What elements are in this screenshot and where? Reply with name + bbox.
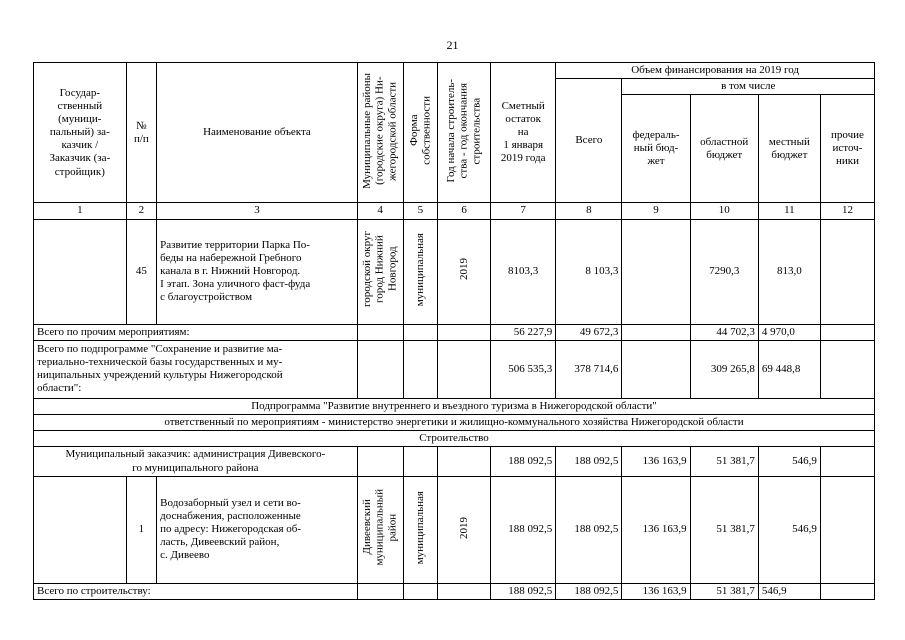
total-cell: 188 092,5 [556, 476, 622, 583]
col-number: 10 [690, 203, 758, 219]
header-object-name: Наименование объекта [157, 63, 358, 203]
regional-cell: 51 381,7 [690, 447, 758, 476]
total-construction-label: Всего по строительству: [34, 583, 358, 599]
total-subprogram-label: Всего по подпрограмме "Сохранение и развитие ма- териально-технической базы государственных и му- ниципальных учреждений культуры Нижегородской области": [34, 340, 358, 398]
header-num: № п/п [126, 63, 157, 203]
customer-cell [34, 219, 127, 324]
local-cell: 4 970,0 [758, 324, 820, 340]
header-regional: областной бюджет [690, 95, 758, 203]
other-cell [820, 324, 874, 340]
page-number: 21 [446, 38, 459, 52]
regional-cell: 44 702,3 [690, 324, 758, 340]
col-number: 12 [820, 203, 874, 219]
customer-cell [34, 476, 127, 583]
empty-cell [357, 324, 403, 340]
object-name: Развитие территории Парка По- беды на набережной Гребного канала в г. Нижний Новгород. I этап. Зона уличного фаст-фуда с благоустройством [157, 219, 358, 324]
remaining-cell: 56 227,9 [491, 324, 556, 340]
col-number: 5 [403, 203, 438, 219]
col-number: 7 [491, 203, 556, 219]
header-including: в том числе [622, 79, 875, 95]
federal-cell [622, 340, 690, 398]
header-customer: Государ- ственный (муници- пальный) за- казчик / Заказчик (за- стройщик) [34, 63, 127, 203]
col-number: 11 [758, 203, 820, 219]
column-number-row [34, 203, 875, 219]
remaining-cell: 506 535,3 [491, 340, 556, 398]
local-cell: 546,9 [758, 583, 820, 599]
federal-cell: 136 163,9 [622, 476, 690, 583]
table-row [34, 476, 875, 583]
header-local: местный бюджет [758, 95, 820, 203]
remaining-cell: 8103,3 [491, 219, 556, 324]
header-years: Год начала строитель- ства - год окончания строительства [438, 63, 491, 203]
section-title: Строительство [34, 431, 875, 447]
empty-cell [438, 447, 491, 476]
local-cell: 546,9 [758, 447, 820, 476]
row-number: 45 [126, 219, 157, 324]
remaining-cell: 188 092,5 [491, 583, 556, 599]
total-cell: 49 672,3 [556, 324, 622, 340]
regional-cell: 309 265,8 [690, 340, 758, 398]
header-other: прочие источ- ники [820, 95, 874, 203]
header-federal: федераль- ный бюд- жет [622, 95, 690, 203]
customer-row [34, 447, 875, 476]
header-ownership: Форма собственности [403, 63, 438, 203]
header-funding-group: Объем финансирования на 2019 год [556, 63, 875, 79]
col-number: 9 [622, 203, 690, 219]
table-row [34, 219, 875, 324]
district-cell: городской округ город Нижний Новгород [357, 219, 403, 324]
col-number: 2 [126, 203, 157, 219]
empty-cell [357, 583, 403, 599]
empty-cell [403, 583, 438, 599]
total-cell: 188 092,5 [556, 447, 622, 476]
total-other-label: Всего по прочим мероприятиям: [34, 324, 358, 340]
header-total: Всего [556, 79, 622, 203]
empty-cell [438, 583, 491, 599]
total-subprogram-row [34, 340, 875, 398]
empty-cell [357, 340, 403, 398]
other-cell [820, 219, 874, 324]
federal-cell [622, 324, 690, 340]
total-cell: 378 714,6 [556, 340, 622, 398]
header-remaining: Сметный остаток на 1 января 2019 года [491, 63, 556, 203]
other-cell [820, 340, 874, 398]
federal-cell [622, 219, 690, 324]
empty-cell [438, 340, 491, 398]
regional-cell: 51 381,7 [690, 476, 758, 583]
col-number: 8 [556, 203, 622, 219]
customer-label: Муниципальный заказчик: администрация Дивевского- го муниципального района [34, 447, 358, 476]
other-cell [820, 447, 874, 476]
ownership-cell: муниципальная [403, 476, 438, 583]
col-number: 1 [34, 203, 127, 219]
total-cell: 188 092,5 [556, 583, 622, 599]
local-cell: 813,0 [758, 219, 820, 324]
local-cell: 546,9 [758, 476, 820, 583]
federal-cell: 136 163,9 [622, 583, 690, 599]
object-name: Водозаборный узел и сети во- доснабжения, расположенные по адресу: Нижегородская об- ласть, Дивеевский район, с. Дивеево [157, 476, 358, 583]
regional-cell: 7290,3 [690, 219, 758, 324]
regional-cell: 51 381,7 [690, 583, 758, 599]
local-cell: 69 448,8 [758, 340, 820, 398]
empty-cell [403, 324, 438, 340]
responsible-line: ответственный по мероприятиям - министерство энергетики и жилищно-коммунального хозяйства Нижегородской области [34, 414, 875, 430]
total-other-row [34, 324, 875, 340]
other-cell [820, 583, 874, 599]
other-cell [820, 476, 874, 583]
total-cell: 8 103,3 [556, 219, 622, 324]
empty-cell [403, 447, 438, 476]
subprogram-title: Подпрограмма "Развитие внутреннего и въездного туризма в Нижегородской области" [34, 398, 875, 414]
year-cell: 2019 [438, 219, 491, 324]
year-cell: 2019 [438, 476, 491, 583]
district-cell: Дивеевский муниципальный район [357, 476, 403, 583]
row-number: 1 [126, 476, 157, 583]
header-district: Муниципальные районы (городские округа) Ни- жегородской области [357, 63, 403, 203]
empty-cell [438, 324, 491, 340]
remaining-cell: 188 092,5 [491, 447, 556, 476]
col-number: 6 [438, 203, 491, 219]
ownership-cell: муниципальная [403, 219, 438, 324]
empty-cell [403, 340, 438, 398]
financing-table [33, 62, 875, 600]
col-number: 3 [157, 203, 358, 219]
col-number: 4 [357, 203, 403, 219]
empty-cell [357, 447, 403, 476]
total-construction-row [34, 583, 875, 599]
federal-cell: 136 163,9 [622, 447, 690, 476]
remaining-cell: 188 092,5 [491, 476, 556, 583]
